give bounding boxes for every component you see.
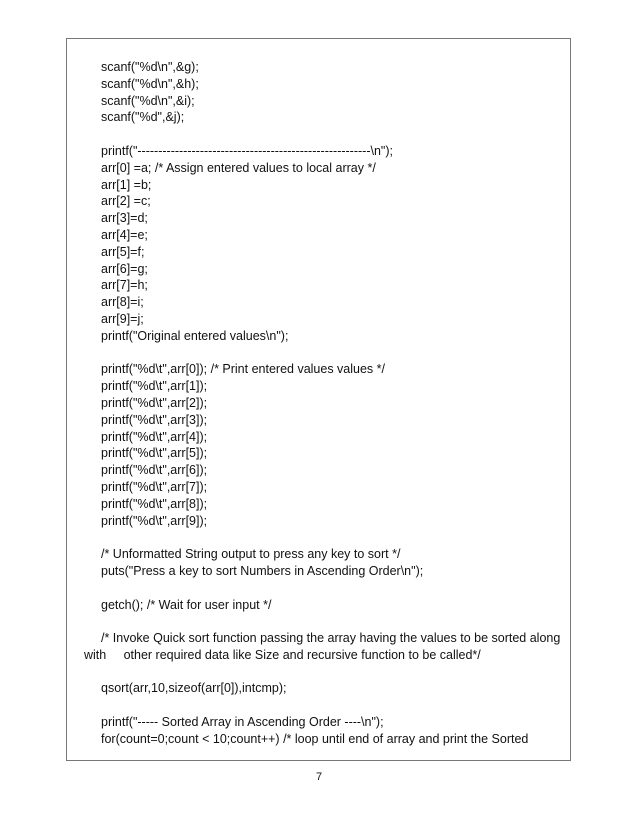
code-line: arr[6]=g;	[101, 261, 148, 276]
code-line: /* Unformatted String output to press any key to sort */	[101, 547, 401, 562]
code-line: arr[1] =b;	[101, 177, 152, 192]
page-number: 7	[315, 771, 323, 783]
code-line: scanf("%d\n",&i);	[101, 93, 195, 108]
code-line: printf("%d\t",arr[9]);	[101, 513, 208, 528]
code-line: scanf("%d",&j);	[101, 110, 185, 125]
code-line: printf("%d\t",arr[3]);	[101, 412, 208, 427]
code-line: printf("%d\t",arr[0]); /* Print entered values values */	[101, 362, 385, 377]
page-frame	[66, 38, 571, 761]
code-line: printf("Original entered values\n");	[101, 328, 289, 343]
blank-line	[67, 345, 570, 362]
code-line: printf("%d\t",arr[1]);	[101, 379, 208, 394]
code-line: qsort(arr,10,sizeof(arr[0]),intcmp);	[101, 681, 287, 696]
code-line: printf("%d\t",arr[2]);	[101, 395, 208, 410]
code-line: arr[5]=f;	[101, 244, 145, 259]
code-line: scanf("%d\n",&h);	[101, 76, 199, 91]
code-line: with other required data like Size and recursive function to be called*/	[84, 647, 481, 662]
code-line: printf("----- Sorted Array in Ascending Order ----\n");	[101, 715, 384, 730]
code-line: getch(); /* Wait for user input */	[101, 597, 272, 612]
code-line: arr[3]=d;	[101, 211, 148, 226]
blank-line	[67, 580, 570, 597]
blank-line	[67, 697, 570, 714]
blank-line	[67, 664, 570, 681]
code-line: printf("%d\t",arr[5]);	[101, 446, 208, 461]
code-line: arr[9]=j;	[101, 311, 144, 326]
code-line: printf("%d\t",arr[8]);	[101, 496, 208, 511]
code-line: for(count=0;count < 10;count++) /* loop until end of array and print the Sorted	[101, 731, 529, 746]
code-line: /* Invoke Quick sort function passing the array having the values to be sorted along	[101, 631, 561, 646]
blank-line	[67, 529, 570, 546]
code-line: printf("%d\t",arr[6]);	[101, 463, 208, 478]
code-line: arr[0] =a; /* Assign entered values to local array */	[101, 160, 376, 175]
code-line: puts("Press a key to sort Numbers in Ascending Order\n");	[101, 563, 424, 578]
code-line: printf("%d\t",arr[4]);	[101, 429, 208, 444]
code-line: arr[7]=h;	[101, 278, 148, 293]
code-line: arr[4]=e;	[101, 227, 148, 242]
code-listing	[67, 59, 570, 748]
code-line: printf("--------------------------------------------------------\n");	[101, 143, 393, 158]
code-line: printf("%d\t",arr[7]);	[101, 479, 208, 494]
code-line: arr[2] =c;	[101, 194, 151, 209]
blank-line	[67, 613, 570, 630]
code-line: scanf("%d\n",&g);	[101, 60, 199, 74]
code-line: arr[8]=i;	[101, 295, 144, 310]
blank-line	[67, 126, 570, 143]
